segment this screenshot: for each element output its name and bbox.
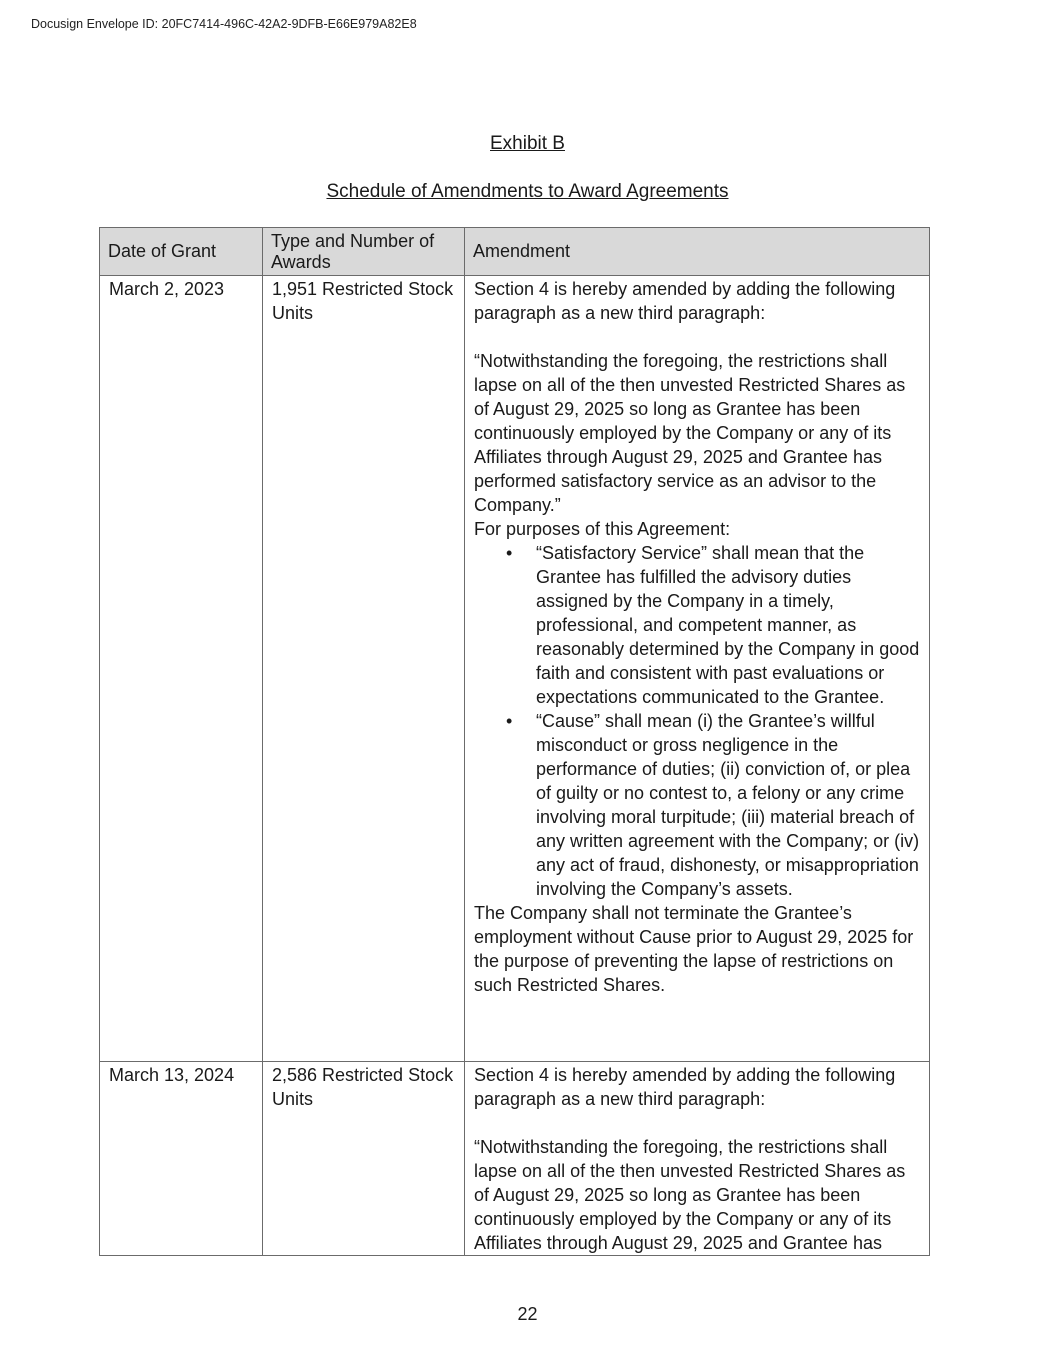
exhibit-title: Exhibit B — [490, 133, 565, 154]
definitions-list — [474, 541, 921, 901]
header-amendment: Amendment — [465, 228, 930, 276]
table-header-row — [100, 228, 930, 276]
amendment-intro: Section 4 is hereby amended by adding the following paragraph as a new third paragraph: — [474, 279, 896, 323]
definition-cause: “Cause” shall mean (i) the Grantee’s willful misconduct or gross negligence in the performance of duties; (ii) conviction of, or plea of guilty or no contest to, a felony or any crime involving moral turpitude; (iii) material breach of any written agreement with the Company; or (iv) any act of fraud, dishonesty, or misappropriation involving the Company’s assets. — [536, 711, 920, 899]
amendment-quote: “Notwithstanding the foregoing, the restrictions shall lapse on all of the then unvested Restricted Shares as of August 29, 2025 so long as Grantee has been continuously employed by the Company or any of its Affiliates through August 29, 2025 and Grantee has — [474, 1137, 906, 1253]
table-row — [100, 1062, 930, 1256]
award-type-cell: 2,586 Restricted Stock Units — [263, 1062, 465, 1256]
definition-satisfactory-service: “Satisfactory Service” shall mean that the Grantee has fulfilled the advisory duties assigned by the Company in a timely, professional, and competent manner, as reasonably determined by the Company in good faith and consistent with past evaluations or expectations communicated to the Grantee. — [536, 543, 920, 707]
page-number: 22 — [517, 1304, 538, 1324]
schedule-title: Schedule of Amendments to Award Agreements — [326, 181, 729, 202]
grant-date-cell: March 13, 2024 — [100, 1062, 263, 1256]
bullet-icon: • — [506, 711, 513, 731]
header-date-of-grant: Date of Grant — [100, 228, 263, 276]
award-type-cell: 1,951 Restricted Stock Units — [263, 276, 465, 1062]
list-item — [506, 541, 921, 709]
amendment-quote: “Notwithstanding the foregoing, the restrictions shall lapse on all of the then unvested Restricted Shares as of August 29, 2025 so long as Grantee has been continuously employed by the Company or any of its Affiliates through August 29, 2025 and Grantee has performed satisfactory service as an advisor to the Company.” — [474, 351, 906, 515]
amendments-table — [99, 227, 930, 1256]
grant-date-cell: March 2, 2023 — [100, 276, 263, 1062]
amendment-intro: Section 4 is hereby amended by adding the following paragraph as a new third paragraph: — [474, 1065, 896, 1109]
closing-paragraph: The Company shall not terminate the Grantee’s employment without Cause prior to August 29, 2025 for the purpose of preventing the lapse of restrictions on such Restricted Shares. — [474, 903, 914, 995]
bullet-icon: • — [506, 543, 513, 563]
amendment-cell — [465, 1062, 930, 1256]
envelope-id: Docusign Envelope ID: 20FC7414-496C-42A2-9DFB-E66E979A82E8 — [31, 17, 417, 31]
header-type-and-number: Type and Number of Awards — [263, 228, 465, 276]
purposes-line: For purposes of this Agreement: — [474, 519, 731, 539]
amendment-cell — [465, 276, 930, 1062]
table-row — [100, 276, 930, 1062]
list-item — [506, 709, 921, 901]
